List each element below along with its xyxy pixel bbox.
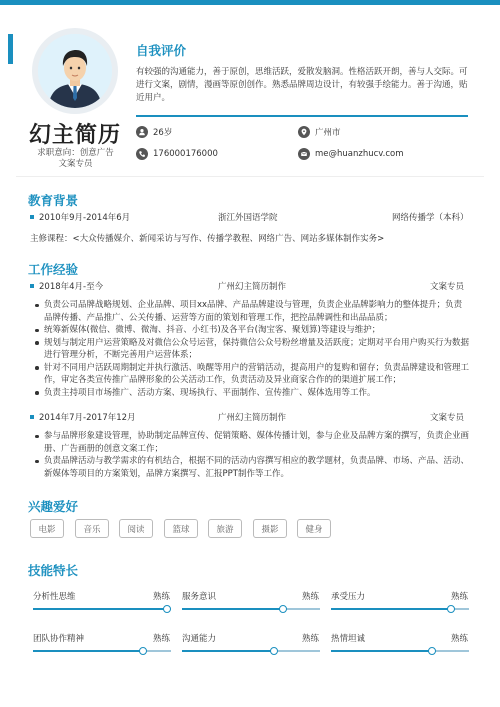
square-bullet-icon <box>30 215 34 219</box>
skill-bar <box>33 608 171 610</box>
skill-level: 熟练 <box>302 634 320 644</box>
square-bullet-icon <box>30 415 34 419</box>
city-info <box>298 126 341 138</box>
skills-title: 技能特长 <box>28 563 79 578</box>
skill-level: 熟练 <box>153 592 171 602</box>
skill-bar-fill <box>182 650 274 652</box>
skill-bar-knob <box>428 647 436 655</box>
age-value: 26岁 <box>153 128 173 138</box>
email-value: me@huanzhucv.com <box>315 149 404 159</box>
hobby-tag: 音乐 <box>75 519 109 538</box>
hobby-tag: 电影 <box>30 519 64 538</box>
skill-bar-fill <box>331 608 451 610</box>
job-1-bullet: 规划与制定用户运营策略及对微信公众号运营，保持微信公众号粉丝增量及活跃度；定期对平台用户购买行为数据进行管理分析，不断完善用户运营体系； <box>35 337 470 362</box>
skill-bar-knob <box>163 605 171 613</box>
education-period: 2010年9月-2014年6月 <box>39 213 131 223</box>
education-title: 教育背景 <box>28 193 79 208</box>
candidate-name: 幻主简历 <box>28 123 121 148</box>
skill-level: 熟练 <box>451 592 469 602</box>
skill-bar <box>33 650 171 652</box>
job-1-bullet: 负责主持项目市场推广、活动方案、现场执行、平面制作、宣传推广、媒体选用等工作。 <box>35 387 470 400</box>
job-1-period: 2018年4月-至今 <box>39 282 104 292</box>
job-2-company: 广州幻主简历制作 <box>218 413 287 423</box>
education-major: 网络传播学（本科） <box>392 213 469 223</box>
city-value: 广州市 <box>315 128 341 138</box>
skill-bar-knob <box>270 647 278 655</box>
mail-icon <box>298 148 310 160</box>
skill-bar-fill <box>331 650 432 652</box>
phone-icon <box>136 148 148 160</box>
skill-bar-fill <box>182 608 283 610</box>
job-1-bullet: 统筹新媒体(微信、微博、微淘、抖音、小红书)及各平台(淘宝客、聚划算)等建设与维护； <box>35 324 470 337</box>
skill-bar-knob <box>139 647 147 655</box>
job-2-bullets <box>35 430 470 480</box>
job-1-role: 文案专员 <box>430 282 465 292</box>
job-2-role: 文案专员 <box>430 413 465 423</box>
header-divider <box>16 176 484 177</box>
skill-bar-fill <box>33 650 143 652</box>
job-intention <box>18 148 133 170</box>
skill-bar <box>182 608 320 610</box>
job-2-bullet: 负责品牌活动与教学需求的有机结合，根据不同的活动内容撰写相应的教学题材，负责品牌、市场、产品、活动、新媒体等项目的方案策划，品牌方案撰写、汇报PPT制作等工作。 <box>35 455 470 480</box>
education-school: 浙江外国语学院 <box>218 213 278 223</box>
hobbies-title: 兴趣爱好 <box>28 499 79 514</box>
hobby-tag: 摄影 <box>253 519 287 538</box>
user-icon <box>136 126 148 138</box>
job-1-bullets <box>35 299 470 399</box>
phone-value: 176000176000 <box>153 149 218 159</box>
job-2-period: 2014年7月-2017年12月 <box>39 413 136 423</box>
left-accent-bar <box>8 34 13 64</box>
skill-bar-knob <box>279 605 287 613</box>
skill-name: 分析性思维 <box>33 592 76 602</box>
job-2-bullet: 参与品牌形象建设管理，协助制定品牌宣传、促销策略、媒体传播计划，参与企业及品牌方案的撰写，负责企业画册、广告画册的创意文案工作； <box>35 430 470 455</box>
summary-divider <box>136 115 468 117</box>
job-intention-line1: 求职意向：创意广告 <box>37 148 114 158</box>
skill-bar-fill <box>33 608 167 610</box>
job-intention-line2: 文案专员 <box>58 159 93 169</box>
summary-title: 自我评价 <box>136 43 187 58</box>
email-info <box>298 148 404 160</box>
age-info <box>136 126 172 138</box>
skill-bar <box>331 650 469 652</box>
phone-info <box>136 148 218 160</box>
job-1-period-row <box>30 280 103 292</box>
hobby-tag: 旅游 <box>208 519 242 538</box>
skill-bar <box>331 608 469 610</box>
skill-level: 熟练 <box>153 634 171 644</box>
job-1-bullet: 负责公司品牌战略规划、企业品牌、项目xx品牌、产品品牌建设与管理，负责企业品牌影响力的整体提升；负责品牌传播、产品推广、公关传播、运营等方面的策划和管理工作，把控品牌调性和出品品质； <box>35 299 470 324</box>
person-illustration <box>38 34 112 108</box>
skill-level: 熟练 <box>302 592 320 602</box>
skill-bar-knob <box>447 605 455 613</box>
job-1-bullet: 针对不同用户活跃周期制定并执行激活、唤醒等用户的营销活动，提高用户的复购和留存；负责品牌建设和管理工作，审定各类宣传推广品牌形象的公关活动工作，负责活动及异业商家合作的的渠道扩展工作； <box>35 362 470 387</box>
avatar <box>32 28 118 114</box>
square-bullet-icon <box>30 284 34 288</box>
education-courses: 主修课程：<大众传播媒介、新闻采访与写作、传播学教程、网络广告、网站多媒体制作实务> <box>30 234 385 244</box>
skill-bar <box>182 650 320 652</box>
hobby-tag: 阅读 <box>119 519 153 538</box>
skill-name: 沟通能力 <box>182 634 217 644</box>
top-accent-bar <box>0 0 500 5</box>
work-title: 工作经验 <box>28 262 79 277</box>
hobby-tag: 健身 <box>297 519 331 538</box>
skill-level: 熟练 <box>451 634 469 644</box>
skill-name: 团队协作精神 <box>33 634 85 644</box>
job-2-period-row <box>30 411 136 423</box>
skill-name: 承受压力 <box>331 592 366 602</box>
job-1-company: 广州幻主简历制作 <box>218 282 287 292</box>
education-period-row <box>30 211 130 223</box>
skill-name: 服务意识 <box>182 592 217 602</box>
location-icon <box>298 126 310 138</box>
summary-text: 有较强的沟通能力，善于原创，思维活跃，爱散发脑洞。性格活跃开朗，善与人交际。可进行文案，剧情，漫画等原创创作。熟悉品牌周边设计，有较强手绘能力。善于沟通，贴近用户。 <box>136 67 468 103</box>
skill-name: 热情坦诚 <box>331 634 366 644</box>
hobby-tag: 篮球 <box>164 519 198 538</box>
